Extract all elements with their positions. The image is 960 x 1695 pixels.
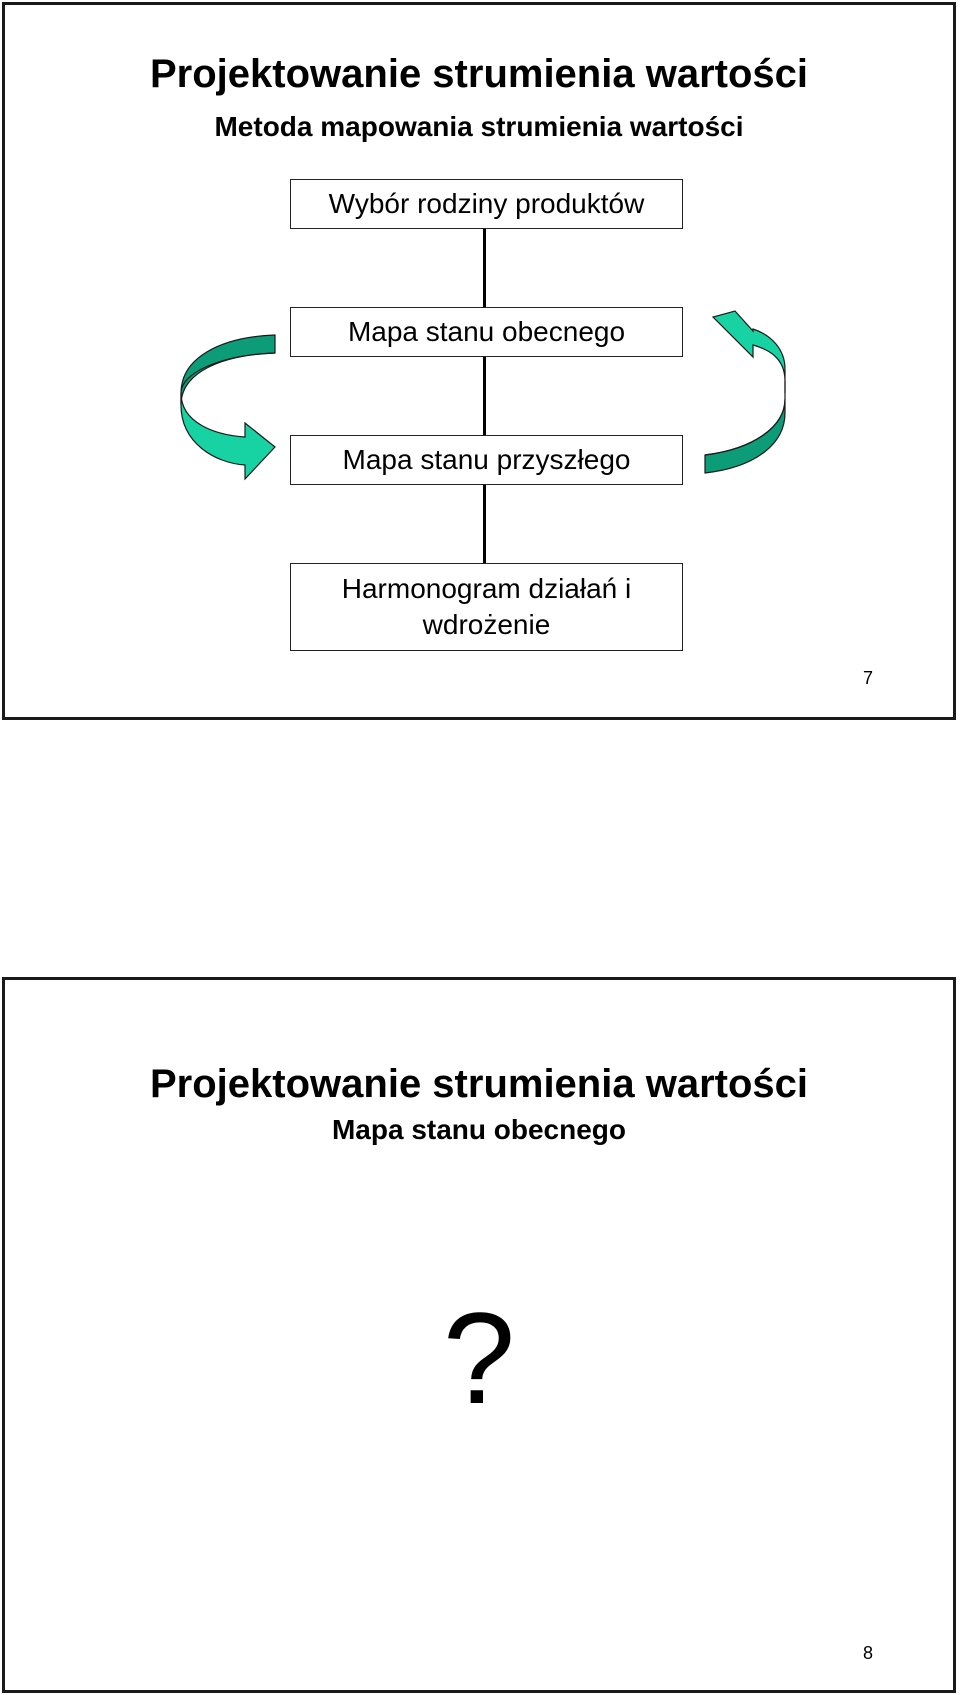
slide-title: Projektowanie strumienia wartości bbox=[150, 52, 808, 96]
step-label: Harmonogram działań i wdrożenie bbox=[341, 573, 632, 640]
step-box-product-family bbox=[290, 179, 683, 229]
step-label: Mapa stanu obecnego bbox=[347, 316, 626, 347]
slide-8 bbox=[2, 977, 956, 1693]
step-label: Wybór rodziny produktów bbox=[328, 188, 645, 219]
step-box-future-state bbox=[290, 435, 683, 485]
connector-line bbox=[483, 357, 486, 439]
connector-line bbox=[483, 229, 486, 311]
question-mark: ? bbox=[442, 1285, 516, 1431]
connector-line bbox=[483, 485, 486, 567]
curved-arrow-right-icon bbox=[701, 309, 791, 479]
page-number: 7 bbox=[862, 668, 873, 688]
curved-arrow-left-icon bbox=[175, 323, 285, 493]
slide-subtitle: Mapa stanu obecnego bbox=[331, 1114, 627, 1145]
page-number: 8 bbox=[862, 1643, 873, 1663]
slide-7 bbox=[2, 2, 956, 720]
slide-title: Projektowanie strumienia wartości bbox=[150, 1062, 808, 1106]
step-label: Mapa stanu przyszłego bbox=[342, 444, 631, 475]
step-box-schedule bbox=[290, 563, 683, 651]
step-box-current-state bbox=[290, 307, 683, 357]
slide-subtitle: Metoda mapowania strumienia wartości bbox=[214, 111, 744, 142]
